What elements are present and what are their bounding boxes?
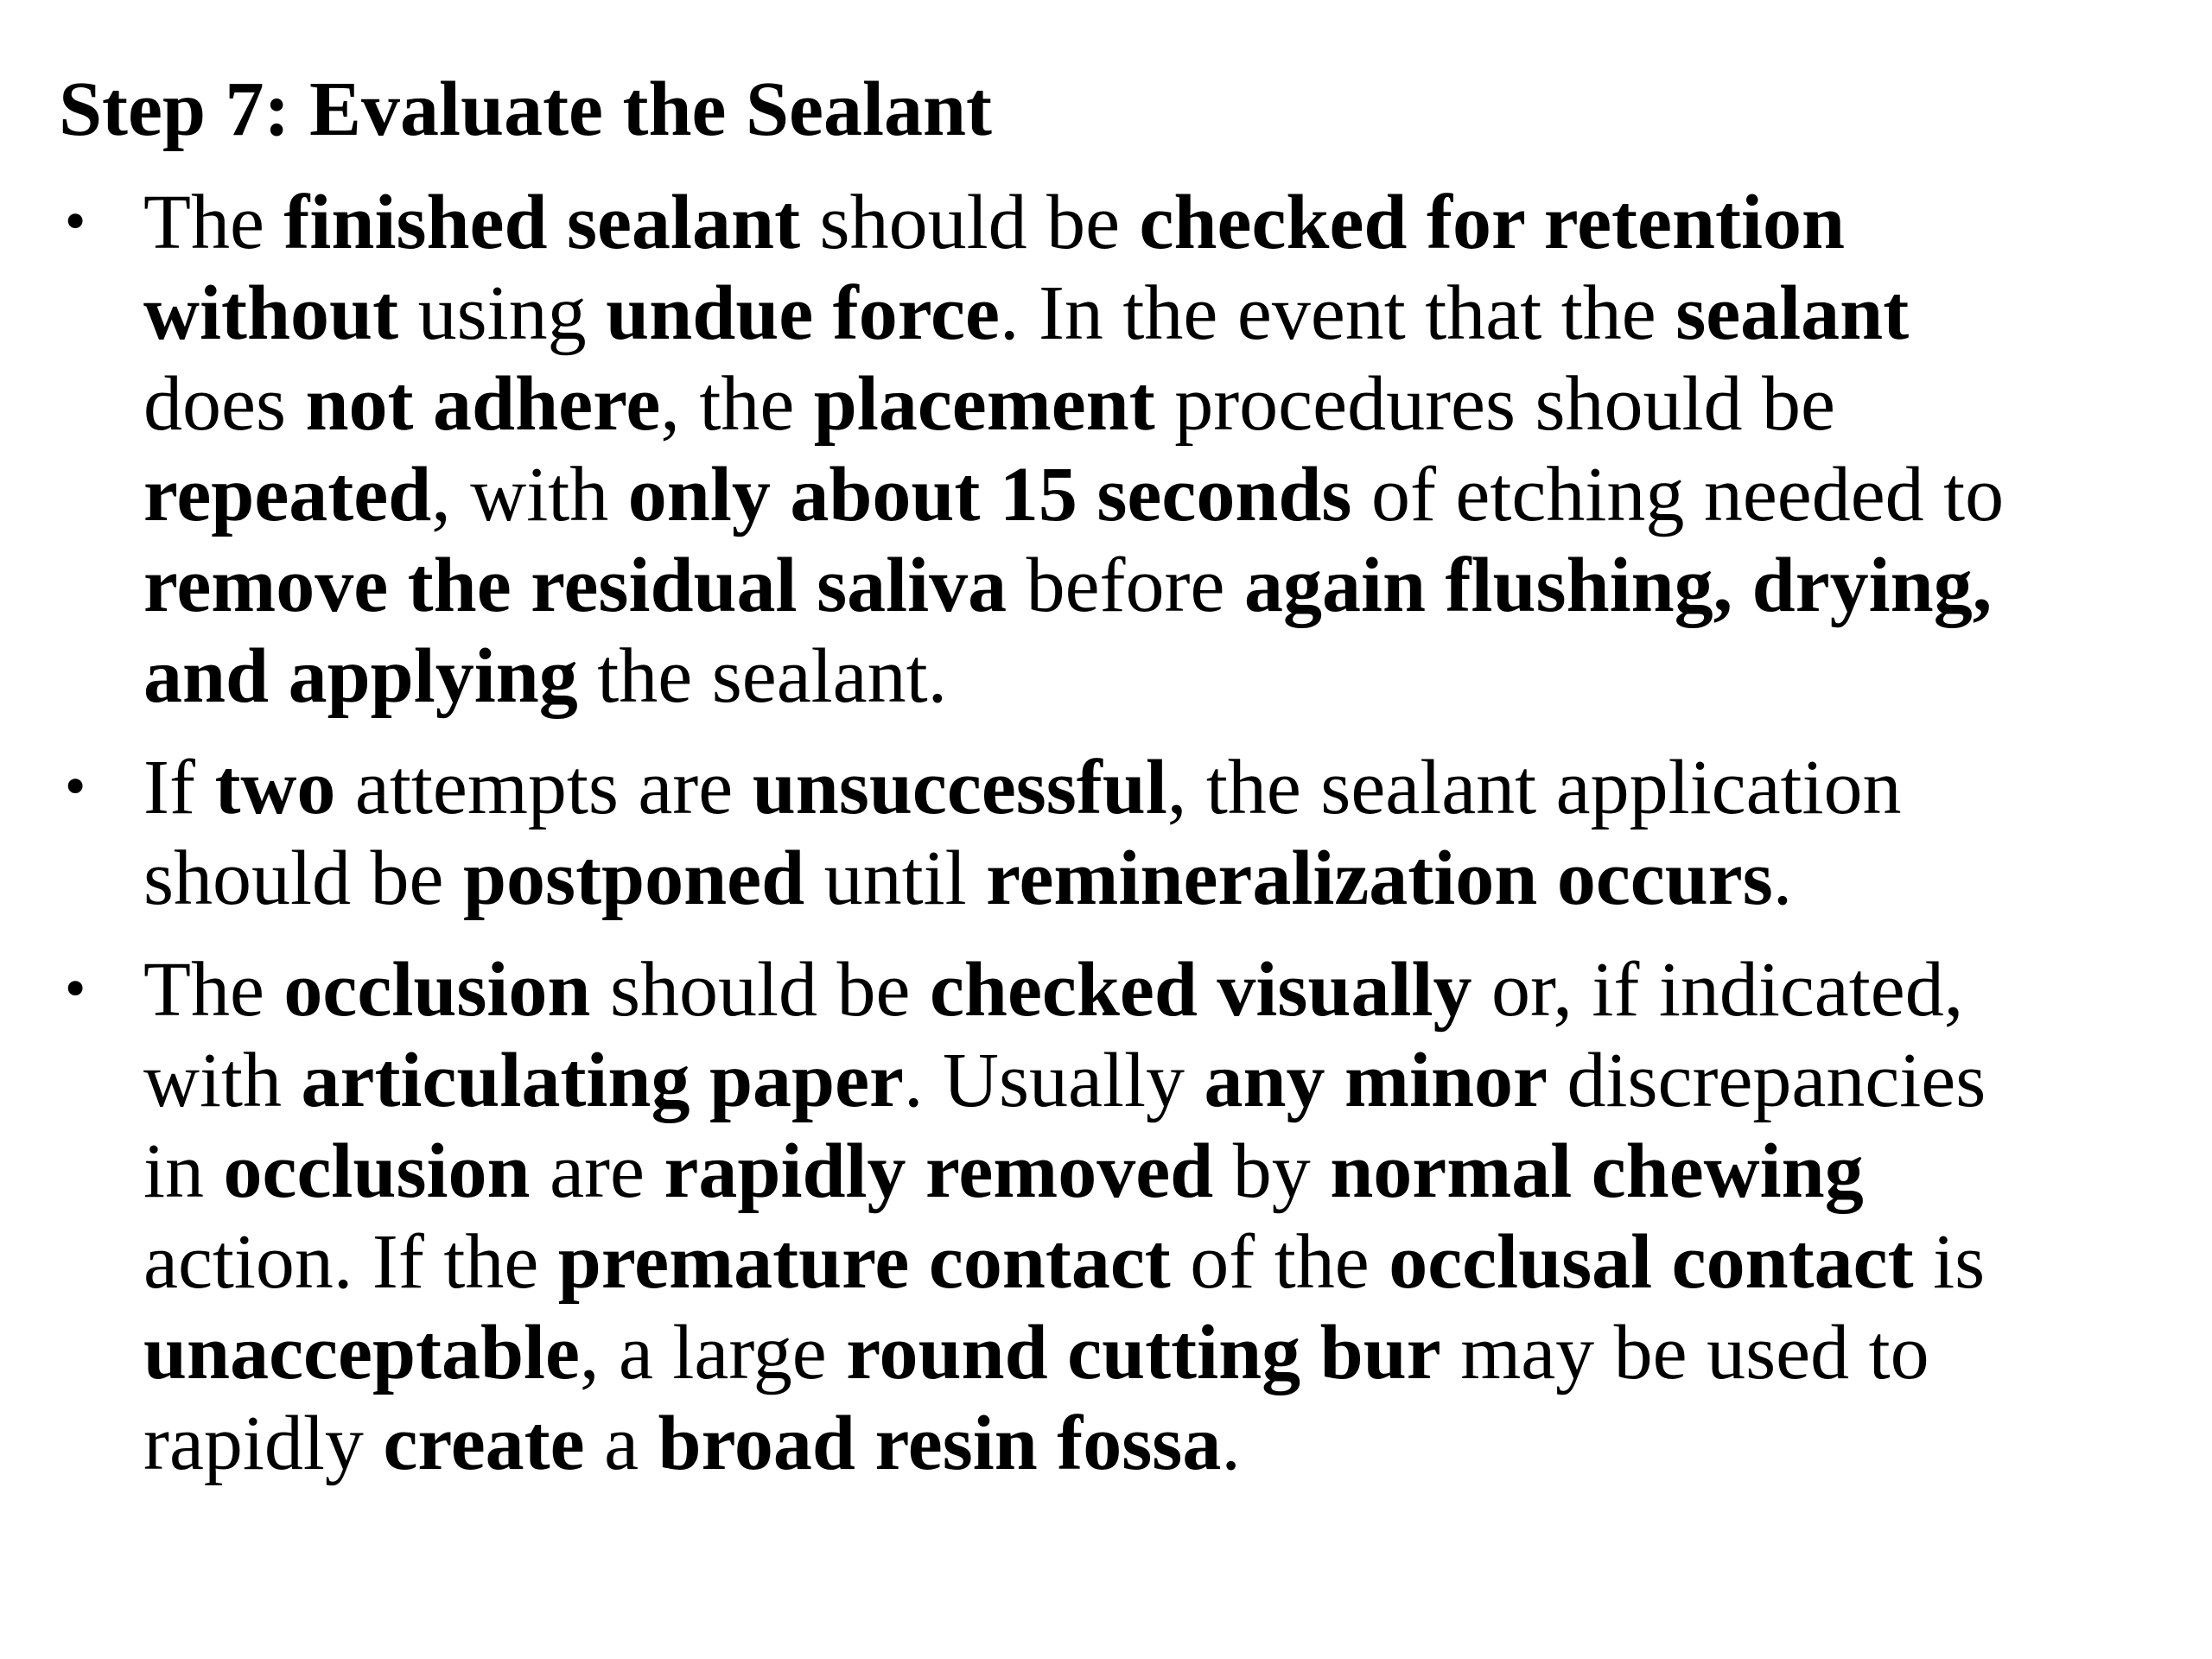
bullet-item bbox=[0, 944, 2212, 1489]
text: . Usually bbox=[903, 1038, 1205, 1123]
bold-text: create bbox=[383, 1401, 585, 1486]
bullet-line bbox=[143, 1035, 2212, 1126]
text: If bbox=[143, 745, 215, 830]
text: discrepancies bbox=[1548, 1038, 1986, 1123]
bold-text: premature contact bbox=[557, 1219, 1171, 1305]
bold-text: repeated bbox=[143, 452, 432, 537]
text: before bbox=[1007, 543, 1244, 628]
bold-text: checked for retention bbox=[1139, 180, 1846, 265]
bold-text: occlusion bbox=[223, 1128, 531, 1214]
text: of the bbox=[1170, 1219, 1389, 1305]
bullet-item bbox=[0, 742, 2212, 924]
text: should be bbox=[590, 947, 930, 1033]
bold-text: not adhere bbox=[305, 361, 661, 447]
bullet-dot-icon: • bbox=[60, 960, 91, 1019]
bold-text: undue force bbox=[606, 270, 1000, 356]
text: , the sealant application bbox=[1166, 745, 1902, 830]
text: attempts are bbox=[335, 745, 753, 830]
bullet-line bbox=[143, 1398, 2212, 1489]
bold-text: sealant bbox=[1675, 270, 1910, 356]
bullet-line bbox=[143, 268, 2212, 359]
text: using bbox=[398, 270, 607, 356]
bold-text: normal chewing bbox=[1330, 1128, 1864, 1214]
bullet-line bbox=[143, 742, 2212, 833]
slide-title: Step 7: Evaluate the Sealant bbox=[59, 67, 992, 152]
text: are bbox=[530, 1128, 664, 1214]
bold-text: unacceptable bbox=[143, 1310, 580, 1395]
text: rapidly bbox=[143, 1401, 384, 1486]
text: does bbox=[143, 361, 306, 447]
bullet-line bbox=[143, 1126, 2212, 1217]
text: is bbox=[1913, 1219, 1986, 1305]
text: until bbox=[804, 836, 987, 921]
bold-text: again flushing, drying, bbox=[1243, 543, 1993, 628]
text: by bbox=[1213, 1128, 1331, 1214]
bullet-list bbox=[0, 177, 2212, 1510]
text: , the bbox=[660, 361, 814, 447]
text: should be bbox=[800, 180, 1140, 265]
text: , a large bbox=[579, 1310, 847, 1395]
bold-text: postponed bbox=[462, 836, 805, 921]
bullet-line bbox=[143, 631, 2212, 721]
bullet-dot-icon: • bbox=[60, 193, 91, 251]
text: a bbox=[584, 1401, 658, 1486]
text: . In the event that the bbox=[999, 270, 1676, 356]
bold-text: and applying bbox=[143, 633, 578, 719]
bullet-item bbox=[0, 177, 2212, 721]
bullet-line bbox=[143, 1307, 2212, 1398]
bold-text: finished sealant bbox=[283, 180, 801, 265]
bold-text: two bbox=[214, 745, 336, 830]
bold-text: rapidly removed bbox=[664, 1128, 1214, 1214]
bullet-dot-icon: • bbox=[60, 758, 91, 817]
bold-text: only about 15 seconds bbox=[627, 452, 1352, 537]
text: . bbox=[1772, 836, 1793, 921]
text: the sealant. bbox=[577, 633, 948, 719]
bold-text: broad resin fossa bbox=[658, 1401, 1222, 1486]
bullet-line bbox=[143, 540, 2212, 631]
bullet-line bbox=[143, 177, 2212, 268]
bold-text: unsuccessful bbox=[752, 745, 1167, 830]
bullet-line bbox=[143, 359, 2212, 449]
text: The bbox=[143, 947, 284, 1033]
bold-text: round cutting bur bbox=[846, 1310, 1441, 1395]
text: with bbox=[143, 1038, 302, 1123]
text: in bbox=[143, 1128, 224, 1214]
bold-text: placement bbox=[813, 361, 1155, 447]
bullet-line bbox=[143, 449, 2212, 540]
bold-text: occlusal contact bbox=[1389, 1219, 1914, 1305]
bullet-line bbox=[143, 944, 2212, 1035]
text: action. If the bbox=[143, 1219, 558, 1305]
bullet-line bbox=[143, 833, 2212, 924]
bold-text: occlusion bbox=[283, 947, 591, 1033]
bold-text: checked visually bbox=[929, 947, 1472, 1033]
text: or, if indicated, bbox=[1471, 947, 1964, 1033]
text: . bbox=[1221, 1401, 1241, 1486]
text: may be used to bbox=[1440, 1310, 1929, 1395]
bold-text: remineralization occurs bbox=[986, 836, 1773, 921]
bold-text: without bbox=[143, 270, 399, 356]
text: procedures should be bbox=[1154, 361, 1835, 447]
text: of etching needed to bbox=[1351, 452, 2005, 537]
bullet-line bbox=[143, 1217, 2212, 1307]
text: , with bbox=[431, 452, 628, 537]
bold-text: any minor bbox=[1204, 1038, 1548, 1123]
text: The bbox=[143, 180, 284, 265]
bold-text: articulating paper bbox=[301, 1038, 904, 1123]
bold-text: remove the residual saliva bbox=[143, 543, 1007, 628]
text: should be bbox=[143, 836, 463, 921]
